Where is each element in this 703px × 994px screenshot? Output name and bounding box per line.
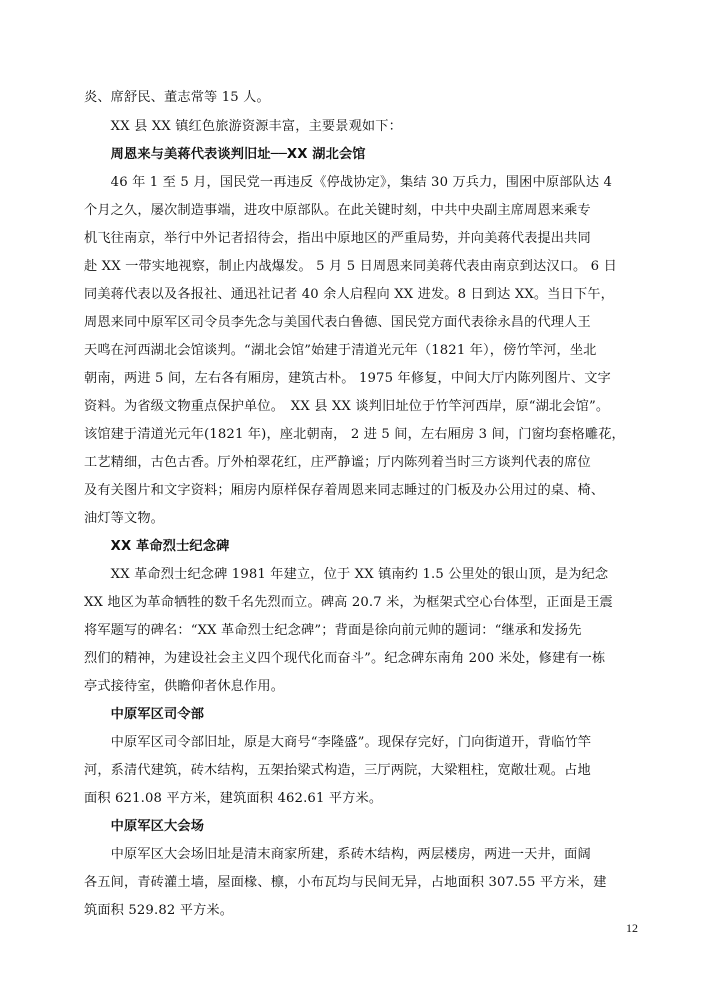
section-heading: 周恩来与美蒋代表谈判旧址──XX 湖北会馆 — [84, 147, 366, 162]
text-line: XX 县 XX 镇红色旅游资源丰富，主要景观如下： — [84, 119, 402, 134]
text-line: 烈们的精神，为建设社会主义四个现代化而奋斗”。纪念碑东南角 200 米处，修建有一栋 — [84, 651, 606, 666]
text-line: 面积 621.08 平方米，建筑面积 462.61 平方米。 — [84, 791, 383, 806]
section-heading: 中原军区大会场 — [84, 819, 205, 834]
text-line: 天鸣在河西湖北会馆谈判。“湖北会馆”始建于清道光元年（1821 年），傍竹竿河，坐北 — [84, 343, 597, 358]
text-line: 中原军区司令部旧址，原是大商号“李隆盛”。现保存完好，门向街道开，背临竹竿 — [84, 735, 592, 750]
text-line: 资料。为省级文物重点保护单位。 XX 县 XX 谈判旧址位于竹竿河西岸，原“湖北会馆”。 — [84, 399, 610, 414]
text-line: 亭式接待室，供瞻仰者休息作用。 — [84, 679, 285, 694]
text-line: 炎、席舒民、董志常等 15 人。 — [84, 90, 270, 105]
text-line: 机飞往南京，举行中外记者招待会，指出中原地区的严重局势，并向美蒋代表提出共同 — [84, 231, 591, 246]
text-line: 将军题写的碑名：“XX 革命烈士纪念碑”；背面是徐向前元帅的题词：“继承和发扬先 — [84, 623, 582, 638]
text-line: 工艺精细，古色古香。厅外柏翠花红，庄严静谧；厅内陈列着当时三方谈判代表的席位 — [84, 455, 591, 470]
text-line: 个月之久，屡次制造事端，进攻中原部队。在此关键时刻，中共中央副主席周恩来乘专 — [84, 203, 591, 218]
text-line: 同美蒋代表以及各报社、通迅社记者 40 余人启程向 XX 进发。8 日到达 XX。当日下午， — [84, 287, 614, 302]
text-line: XX 地区为革命牺牲的数千名先烈而立。碑高 20.7 米，为框架式空心台体型，正面是王震 — [84, 595, 613, 610]
text-line: 该馆建于清道光元年(1821 年)，座北朝南， 2 进 5 间，左右厢房 3 间，门窗均套格雕花， — [84, 427, 625, 442]
text-line: 河，系清代建筑，砖木结构，五架抬梁式构造，三厅两院，大梁粗柱，宽敞壮观。占地 — [84, 763, 591, 778]
text-line: 赴 XX 一带实地视察，制止内战爆发。 5 月 5 日周恩来同美蒋代表由南京到达汉口。 6 日 — [84, 259, 617, 274]
text-line: 朝南，两进 5 间，左右各有厢房，建筑古朴。 1975 年修复，中间大厅内陈列图片、文字 — [84, 371, 611, 386]
section-heading: XX 革命烈士纪念碑 — [84, 539, 230, 554]
section-heading: 中原军区司令部 — [84, 707, 205, 722]
page-number: 12 — [626, 921, 638, 935]
text-line: 筑面积 529.82 平方米。 — [84, 903, 234, 918]
text-line: 中原军区大会场旧址是清末商家所建，系砖木结构，两层楼房，两进一天井，面阔 — [84, 847, 591, 862]
text-line: 及有关图片和文字资料；厢房内原样保存着周恩来同志睡过的门板及办公用过的桌、椅、 — [84, 483, 605, 498]
text-line: XX 革命烈士纪念碑 1981 年建立，位于 XX 镇南约 1.5 公里处的银山顶，是为纪念 — [84, 567, 609, 582]
text-line: 各五间，青砖灌土墙，屋面椽、檩，小布瓦均与民间无异，占地面积 307.55 平方米，建 — [84, 875, 607, 890]
text-line: 油灯等文物。 — [84, 511, 165, 526]
text-line: 周恩来同中原军区司令员李先念与美国代表白鲁德、国民党方面代表徐永昌的代理人王 — [84, 315, 591, 330]
text-line: 46 年 1 至 5 月，国民党一再违反《停战协定》，集结 30 万兵力，围困中原部队达 4 — [84, 175, 613, 190]
